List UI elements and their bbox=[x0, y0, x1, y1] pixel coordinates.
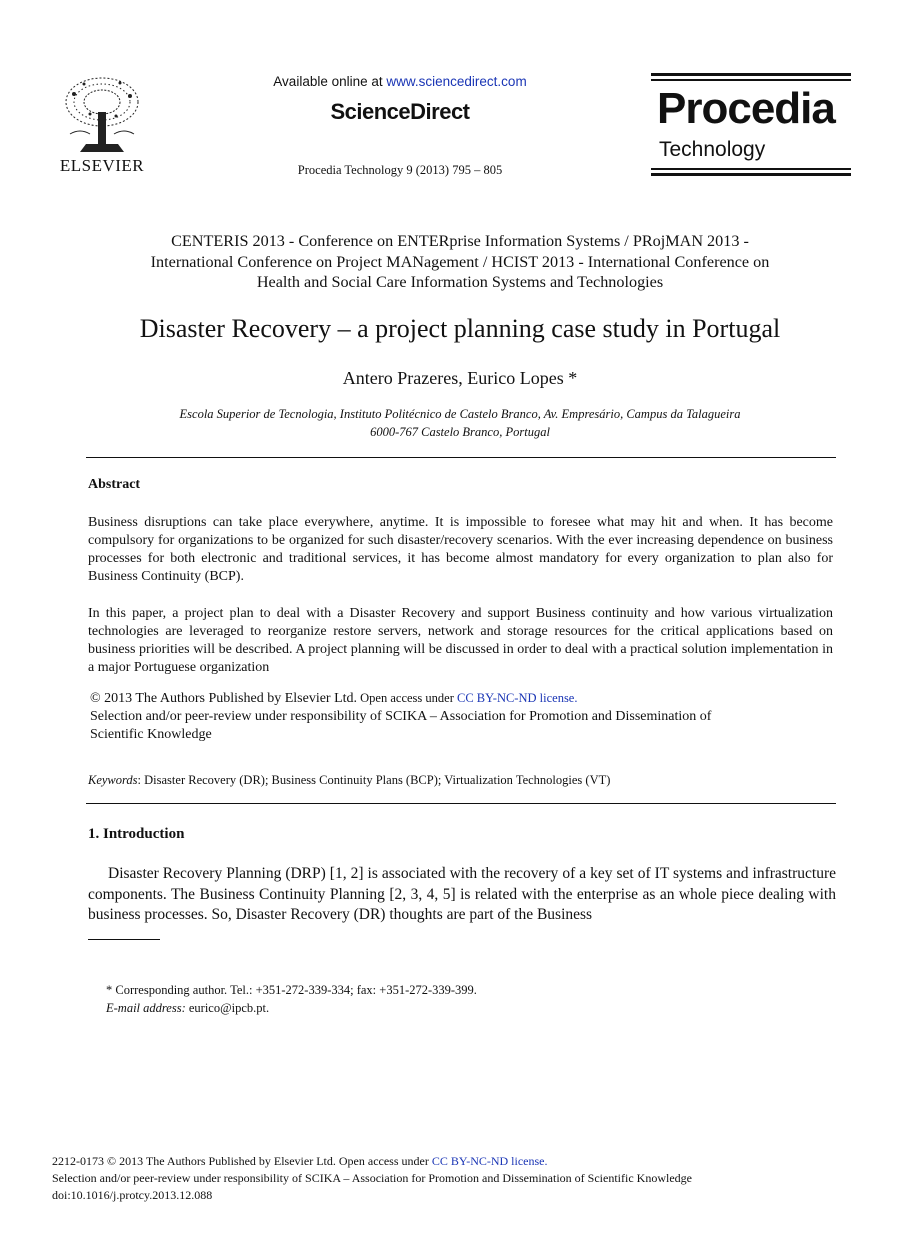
procedia-logo bbox=[651, 73, 851, 179]
introduction-body bbox=[88, 864, 836, 926]
page-footer bbox=[52, 1153, 692, 1204]
procedia-wordmark: Procedia bbox=[657, 84, 835, 133]
introduction-text: Disaster Recovery Planning (DRP) [1, 2] is associated with the recovery of a key set of IT systems and infrastructure components. The Business Continuity Planning [2, 3, 4, 5] is related with the enterprise as an whole piece dealing with business processes. So, Disaster Recovery (DR) thoughts are part of the Business bbox=[88, 865, 836, 923]
open-access-text: Open access under bbox=[357, 691, 457, 705]
copyright-text: © 2013 The Authors Published by Elsevier Ltd. bbox=[90, 691, 358, 706]
footer-license-link[interactable]: CC BY-NC-ND license. bbox=[431, 1154, 548, 1168]
elsevier-tree-icon bbox=[60, 74, 144, 154]
conference-line: International Conference on Project MANagement / HCIST 2013 - International Conference on bbox=[150, 252, 770, 271]
paper-title: Disaster Recovery – a project planning case study in Portugal bbox=[139, 314, 781, 343]
divider bbox=[86, 457, 836, 458]
footer-review: Selection and/or peer-review under responsibility of SCIKA – Association for Promotion and Dissemination of Scientific Knowledge bbox=[52, 1171, 692, 1185]
introduction-heading: 1. Introduction bbox=[88, 826, 185, 842]
abstract-paragraph-1 bbox=[88, 514, 833, 586]
authors: Antero Prazeres, Eurico Lopes * bbox=[342, 368, 578, 388]
abstract-paragraph-2 bbox=[88, 605, 833, 677]
footnote bbox=[106, 982, 477, 1017]
procedia-subtitle: Technology bbox=[659, 138, 766, 161]
divider bbox=[86, 803, 836, 804]
abstract-heading: Abstract bbox=[88, 477, 141, 492]
license-link[interactable]: CC BY-NC-ND license. bbox=[457, 691, 578, 705]
keywords-text: : Disaster Recovery (DR); Business Continuity Plans (BCP); Virtualization Technologies (VT) bbox=[137, 773, 611, 787]
abstract-copyright bbox=[90, 689, 835, 744]
elsevier-wordmark: ELSEVIER bbox=[59, 156, 145, 175]
sciencedirect-logo: ScienceDirect bbox=[330, 99, 470, 124]
journal-reference: Procedia Technology 9 (2013) 795 – 805 bbox=[297, 163, 503, 177]
affiliation-line: 6000-767 Castelo Branco, Portugal bbox=[370, 425, 550, 439]
procedia-rule-bottom bbox=[651, 173, 851, 176]
abstract-text: In this paper, a project plan to deal with a Disaster Recovery and support Business continuity and how various virtualization technologies are leveraged to reorganize restore servers, network and storage resources for the critical applications based on business priorities will be described. A project planning will be discussed in order to deal with a practical solution implementation in a major Portuguese organization bbox=[88, 606, 833, 675]
review-text: Scientific Knowledge bbox=[90, 727, 212, 742]
conference-name bbox=[70, 231, 850, 293]
available-prefix: Available online at bbox=[273, 74, 387, 89]
abstract-text: Business disruptions can take place everywhere, anytime. It is impossible to foresee what may hit and when. It has become compulsory for organizations to be organized for such disaster/recovery scenarios. With the ever increasing dependence on business processes for both electronic and traditional services, it has become almost mandatory for every organization to plan also for Business Continuity (BCP). bbox=[88, 515, 833, 584]
available-online bbox=[230, 74, 570, 89]
footnote-rule bbox=[88, 939, 160, 940]
keywords-label: Keywords bbox=[88, 773, 138, 787]
conference-line: CENTERIS 2013 - Conference on ENTERprise Information Systems / PRojMAN 2013 - bbox=[171, 232, 749, 250]
procedia-rule-top-thin bbox=[651, 79, 851, 81]
conference-line: Health and Social Care Information Systems and Technologies bbox=[256, 273, 664, 291]
procedia-rule-bottom-thin bbox=[651, 168, 851, 170]
affiliation bbox=[40, 405, 880, 441]
keywords bbox=[88, 771, 833, 789]
email-address: eurico@ipcb.pt. bbox=[185, 1000, 270, 1015]
corresponding-author: * Corresponding author. Tel.: +351-272-339-334; fax: +351-272-339-399. bbox=[106, 983, 477, 997]
email-label: E-mail address: bbox=[106, 1000, 186, 1015]
sciencedirect-link[interactable]: www.sciencedirect.com bbox=[386, 74, 527, 89]
procedia-rule-top bbox=[651, 73, 851, 76]
review-text: Selection and/or peer-review under responsibility of SCIKA – Association for Promotion and Dissemination of bbox=[90, 709, 712, 724]
elsevier-logo bbox=[52, 74, 152, 178]
affiliation-line: Escola Superior de Tecnologia, Instituto Politécnico de Castelo Branco, Av. Empresário, Campus da Talagueira bbox=[179, 407, 741, 421]
issn-text: 2212-0173 © 2013 The Authors Published by Elsevier Ltd. Open access under bbox=[52, 1154, 432, 1168]
doi: doi:10.1016/j.protcy.2013.12.088 bbox=[52, 1188, 213, 1202]
